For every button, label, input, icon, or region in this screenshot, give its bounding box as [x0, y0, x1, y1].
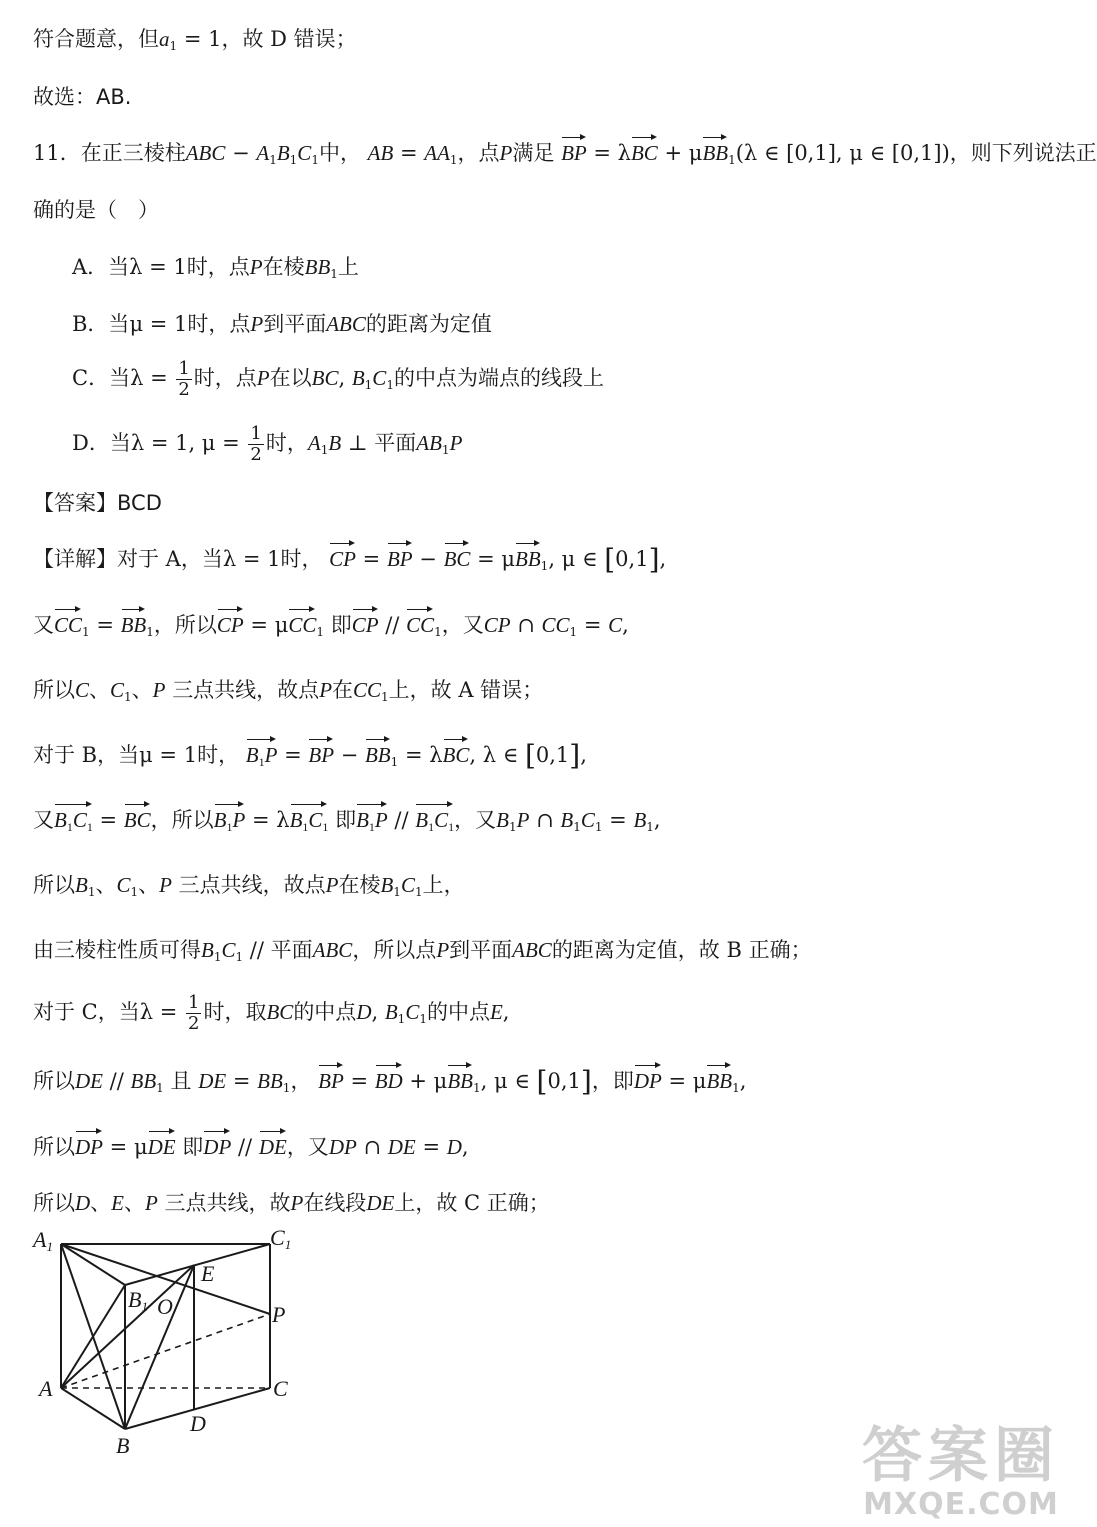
solution-line: 又$CC_1 = BB_1$，所以CP = μCC$_1$ 即CP // $CC_1$，又CP ∩ $CC_1 = C$, — [33, 610, 629, 640]
solution-line: 又$B_1C_1$ = BC，所以$B_1P = \lambda B_1C_1$ 即$B_1P // B_1C_1$，又$B_1P$ ∩ $B_1C_1 = B_1$, — [33, 805, 661, 835]
option-c: C．当λ = $\frac{1}{2}$ 时，点P在以BC, $B_1C_1$的中点为端点的线段上 — [72, 358, 604, 400]
text-line: 故选：AB. — [33, 85, 132, 109]
question-stem: 11．在正三棱柱ABC − $A_1B_1C_1$中， AB = $AA_1$，点P满足 BP = λBC + μBB$_1$(λ ∈ [0,1], μ ∈ [0,1])，则下列说法正 — [33, 138, 1097, 168]
label-d: D — [190, 1411, 206, 1436]
solution-line: 对于 C，当λ = $\frac{1}{2}$ 时，取BC的中点D, $B_1C_1$的中点E, — [33, 992, 510, 1034]
label-b: B — [116, 1433, 130, 1458]
solution-line: 所以D、E、P 三点共线，故P在线段DE上，故 C 正确； — [33, 1191, 550, 1215]
solution-line: 由三棱柱性质可得$B_1C_1$ // 平面ABC，所以点P到平面ABC的距离为定值，故 B 正确； — [33, 938, 812, 964]
label-b1: B1 — [128, 1287, 148, 1314]
label-p: P — [272, 1302, 286, 1327]
prism-figure — [30, 1225, 310, 1460]
option-a: A．当λ = 1时，点P在棱$BB_1$上 — [72, 255, 359, 281]
label-c: C — [273, 1376, 288, 1401]
solution-line: 所以DP = μDE 即DP // DE，又DP ∩ DE = D, — [33, 1132, 469, 1162]
watermark: 答案圈 MXQE.COM — [862, 1421, 1060, 1522]
question-stem-cont: 确的是（ ） — [33, 198, 159, 222]
label-a1: A1 — [33, 1227, 53, 1254]
label-e: E — [201, 1261, 215, 1286]
option-d: D．当λ = 1, μ = $\frac{1}{2}$ 时，$A_1B$ ⊥ 平面$AB_1P$ — [72, 423, 463, 465]
answer: 【答案】BCD — [33, 491, 162, 515]
text-line: 符合题意，但$a_1 = 1$，故 D 错误； — [33, 27, 357, 53]
label-c1: C1 — [270, 1225, 292, 1252]
solution-line: 所以$B_1$、$C_1$、P 三点共线，故点P在棱$B_1C_1$上， — [33, 873, 465, 899]
label-a: A — [39, 1376, 53, 1401]
solution-line: 所以DE // $BB_1$ 且 DE = $BB_1$， BP = BD + μBB$_1$, μ ∈ [0,1]，即DP = μBB$_1$, — [33, 1065, 747, 1098]
solution-line: 【详解】对于 A，当λ = 1时， CP = BP − BC = μBB$_1$, μ ∈ [0,1], — [33, 543, 667, 576]
solution-line: 所以C、$C_1$、P 三点共线，故点P在$CC_1$上，故 A 错误； — [33, 678, 544, 704]
option-b: B．当μ = 1时，点P到平面ABC的距离为定值 — [72, 312, 492, 336]
solution-line: 对于 B，当μ = 1时， $B_1P$ = BP − $BB_1 = \lambda BC$, λ ∈ [0,1], — [33, 739, 587, 772]
label-o: O — [157, 1294, 173, 1319]
